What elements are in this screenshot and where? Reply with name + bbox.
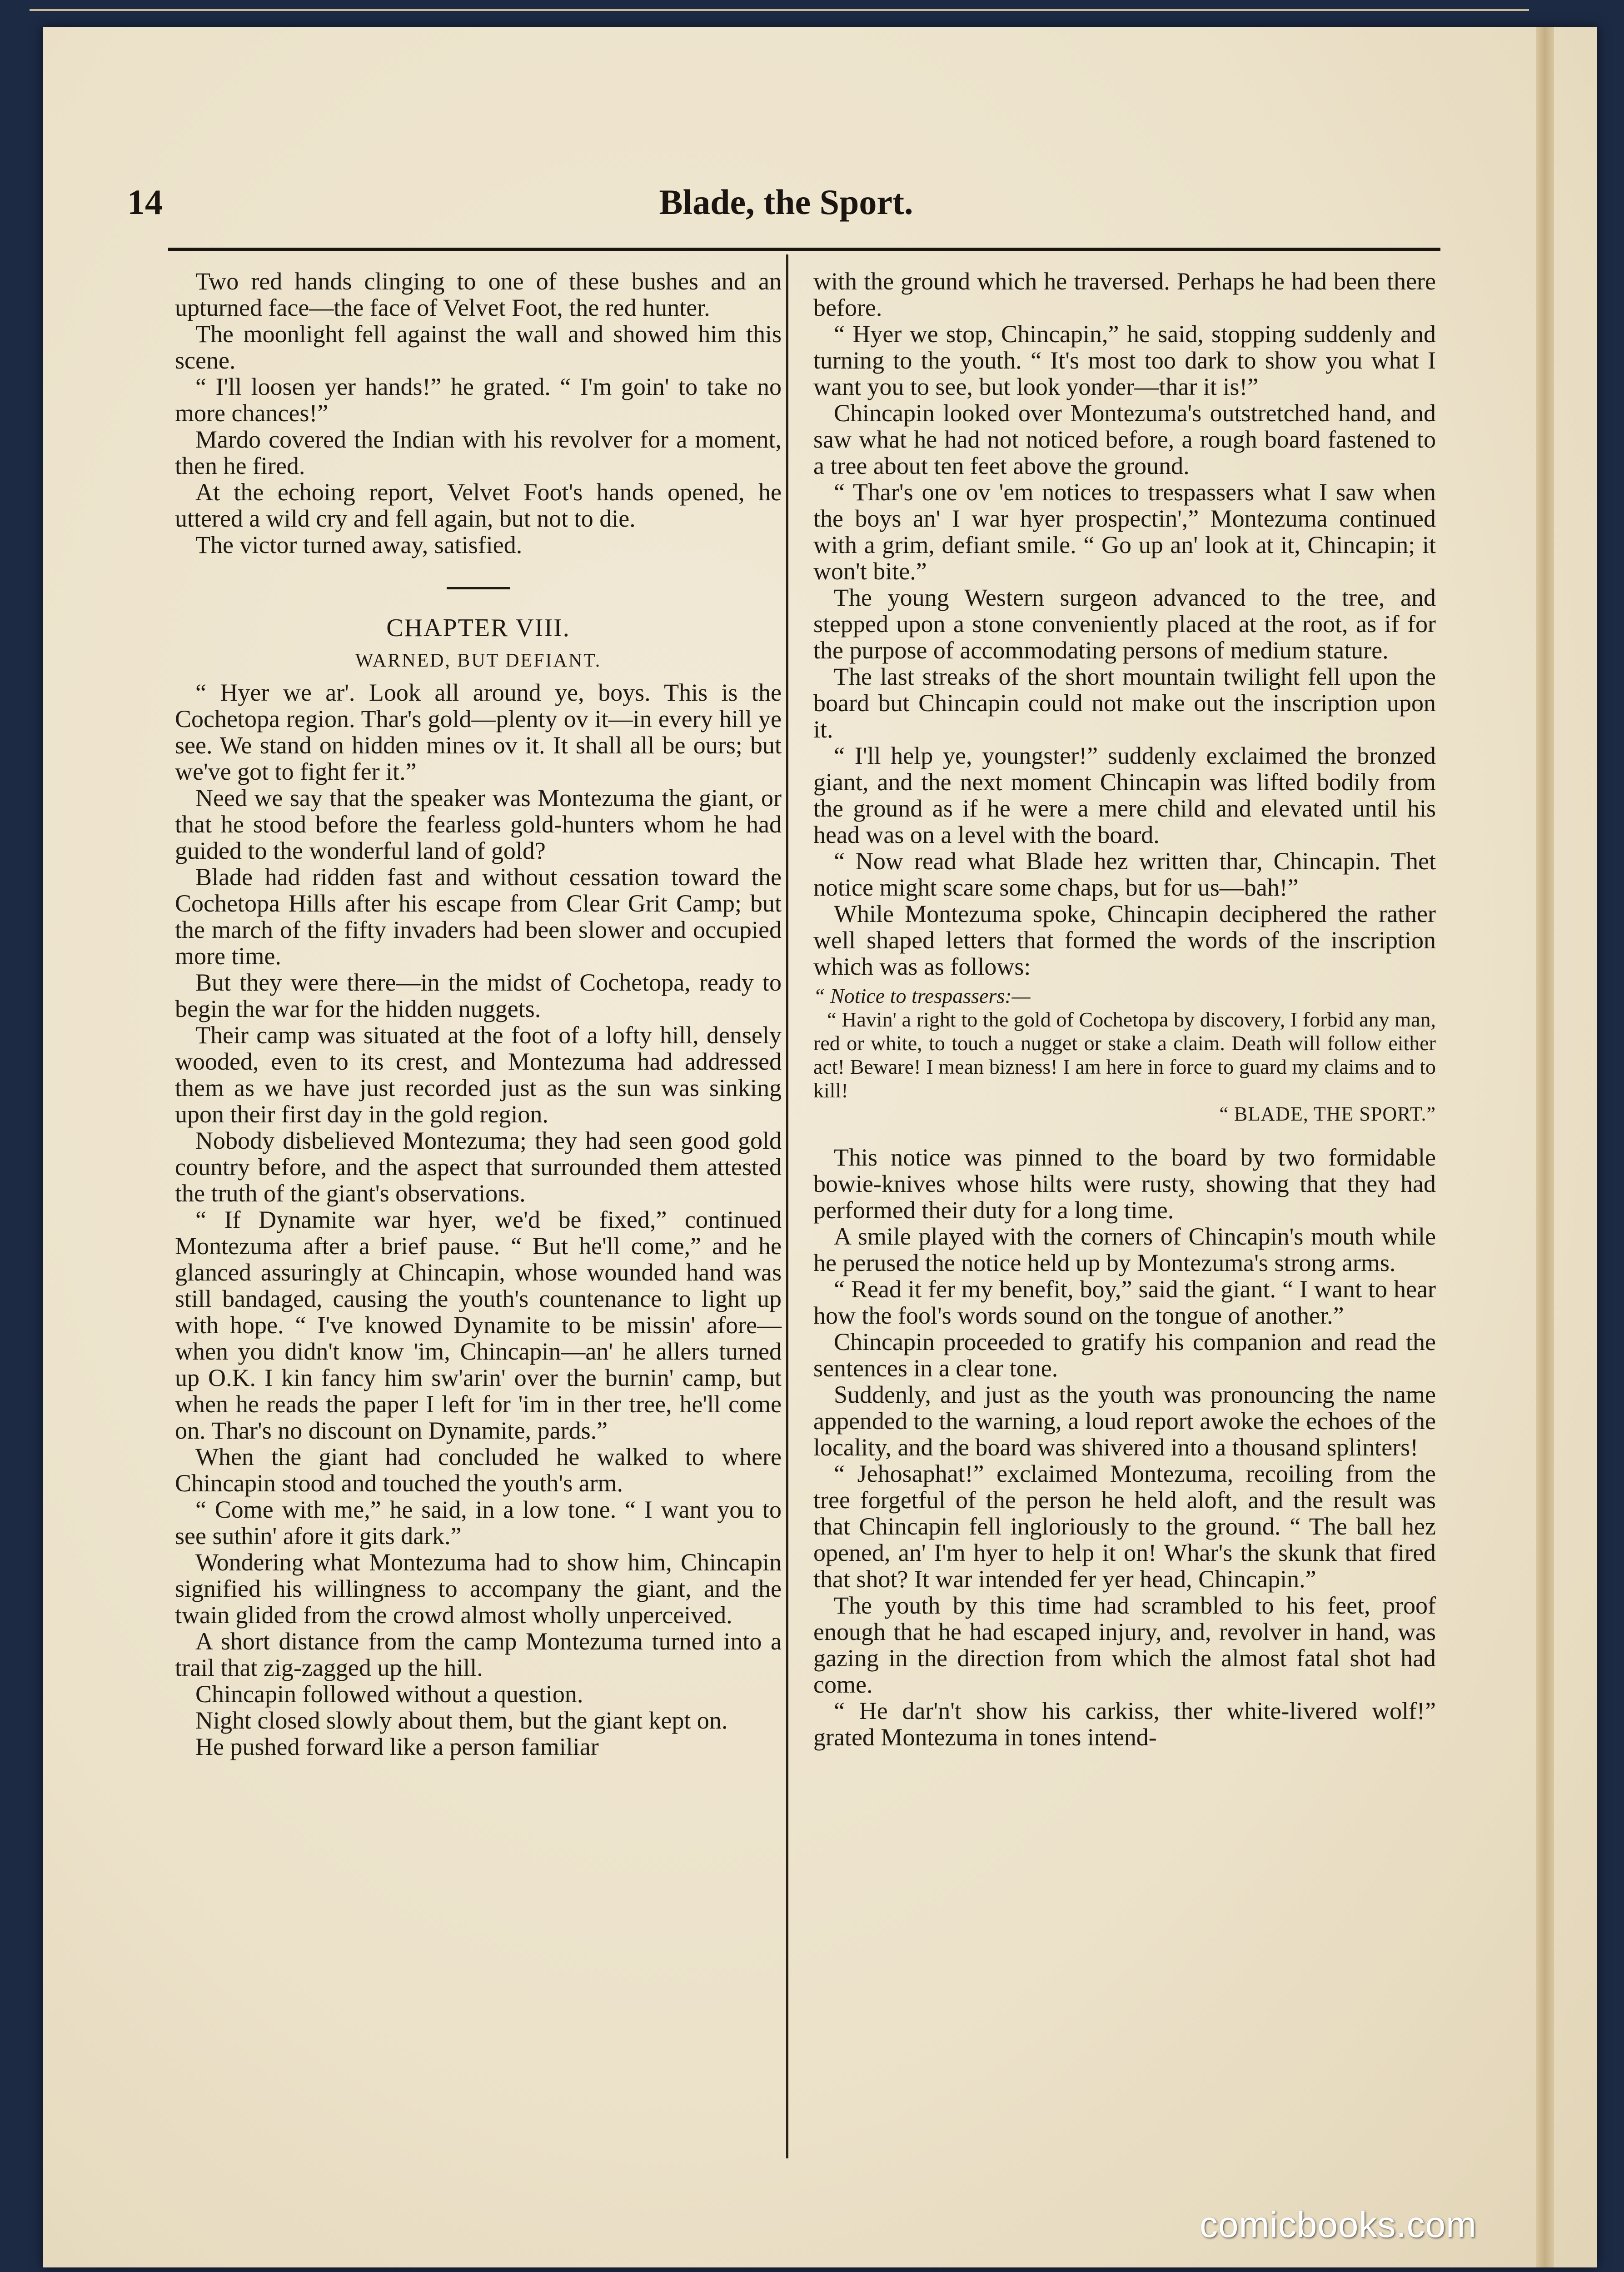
section-separator: [447, 587, 510, 589]
paragraph: “ Read it fer my benefit, boy,” said the giant. “ I want to hear how the fool's words sound on the tongue of another.”: [813, 1276, 1436, 1329]
chapter-subtitle: WARNED, BUT DEFIANT.: [355, 650, 602, 671]
paragraph: This notice was pinned to the board by two formidable bowie-knives whose hilts were rusty, showing that they had performed their duty for a long time.: [813, 1144, 1436, 1224]
paragraph: Need we say that the speaker was Montezuma the giant, or that he stood before the fearless gold-hunters whom he had guided to the wonderful land of gold?: [175, 784, 782, 864]
paragraph: When the giant had concluded he walked to where Chincapin stood and touched the youth's arm.: [175, 1443, 782, 1497]
paragraph: Their camp was situated at the foot of a lofty hill, densely wooded, even to its crest, and Montezuma had addressed them as we have just recorded just as the sun was sinking upon their first day in the gold region.: [175, 1021, 782, 1128]
paragraph: “ Thar's one ov 'em notices to trespassers what I saw when the boys an' I war hyer prospectin',” Montezuma continued with a grim, defiant smile. “ Go up an' look at it, Chincapin; it won't bite.”: [813, 478, 1436, 585]
paragraph: Wondering what Montezuma had to show him, Chincapin signified his willingness to accompany the giant, and the twain glided from the crowd almost wholly unperceived.: [175, 1549, 782, 1629]
paragraph: Chincapin looked over Montezuma's outstretched hand, and saw what he had not noticed before, a rough board fastened to a tree about ten feet above the ground.: [813, 399, 1436, 479]
running-title: Blade, the Sport.: [659, 182, 913, 222]
paragraph: The youth by this time had scrambled to his feet, proof enough that he had escaped injury, and, revolver in hand, was gazing in the direction from which the almost fatal shot had come.: [813, 1592, 1436, 1698]
paragraph: “ Now read what Blade hez written thar, Chincapin. Thet notice might scare some chaps, but for us—bah!”: [813, 847, 1436, 901]
paragraph: “ Come with me,” he said, in a low tone. “ I want you to see suthin' afore it gits dark.”: [175, 1496, 782, 1550]
paragraph: Nobody disbelieved Montezuma; they had seen good gold country before, and the aspect that surrounded them attested the truth of the giant's observations.: [175, 1127, 782, 1207]
paragraph: Chincapin proceeded to gratify his companion and read the sentences in a clear tone.: [813, 1328, 1436, 1382]
paragraph: “ Hyer we ar'. Look all around ye, boys. This is the Cochetopa region. Thar's gold—plenty ov it—in every hill ye see. We stand on hidden mines ov it. It shall all be ours; but we've got to fight fer it.”: [175, 679, 782, 785]
paragraph: A short distance from the camp Montezuma turned into a trail that zig-zagged up the hill.: [175, 1628, 782, 1681]
notice-signature: “ BLADE, THE SPORT.”: [1219, 1103, 1436, 1125]
paragraph: But they were there—in the midst of Cochetopa, ready to begin the war for the hidden nuggets.: [175, 969, 782, 1022]
top-edge: [30, 9, 1529, 11]
paragraph: “ I'll help ye, youngster!” suddenly exclaimed the bronzed giant, and the next moment Chincapin was lifted bodily from the ground as if he were a mere child and elevated until his head was on a level with the board.: [813, 742, 1436, 848]
notice-body: “ Havin' a right to the gold of Cochetopa by discovery, I forbid any man, red or white, to touch a nugget or stake a claim. Death will follow either act! Beware! I mean bizness! I am here in force to guard my claims and to kill!: [813, 1008, 1436, 1102]
paragraph: A smile played with the corners of Chincapin's mouth while he perused the notice held up by Montezuma's strong arms.: [813, 1223, 1436, 1276]
paragraph: The moonlight fell against the wall and showed him this scene.: [175, 320, 782, 374]
paragraph: “ Jehosaphat!” exclaimed Montezuma, recoiling from the tree forgetful of the person he held aloft, and the result was that Chincapin fell ingloriously to the ground. “ The ball hez opened, an' I'm hyer to help it on! Whar's the skunk that fired that shot? It war intended fer yer head, Chincapin.”: [813, 1460, 1436, 1593]
paragraph: “ I'll loosen yer hands!” he grated. “ I'm goin' to take no more chances!”: [175, 373, 782, 427]
paragraph: He pushed forward like a person familiar: [195, 1733, 599, 1760]
paragraph: Two red hands clinging to one of these bushes and an upturned face—the face of Velvet Foot, the red hunter.: [175, 268, 782, 321]
paragraph: At the echoing report, Velvet Foot's hands opened, he uttered a wild cry and fell again, but not to die.: [175, 478, 782, 532]
watermark: comicbooks.com: [1200, 2204, 1477, 2245]
column-divider: [786, 254, 788, 2158]
notice-quote: [813, 984, 1436, 1126]
left-column: [175, 268, 782, 1760]
paragraph: with the ground which he traversed. Perhaps he had been there before.: [813, 268, 1436, 321]
notice-heading: “ Notice to trespassers:—: [813, 984, 1031, 1007]
paragraph: Night closed slowly about them, but the giant kept on.: [195, 1707, 728, 1734]
right-column: [813, 268, 1436, 1750]
paragraph: “ Hyer we stop, Chincapin,” he said, stopping suddenly and turning to the youth. “ It's most too dark to show you what I want you to see, but look yonder—thar it is!”: [813, 320, 1436, 400]
paragraph: “ He dar'n't show his carkiss, ther white-livered wolf!” grated Montezuma in tones intend-: [813, 1697, 1436, 1751]
page-spine: [1536, 27, 1554, 2267]
paragraph: The young Western surgeon advanced to the tree, and stepped upon a stone conveniently placed at the root, as if for the purpose of accommodating persons of medium stature.: [813, 584, 1436, 664]
chapter-title: CHAPTER VIII.: [386, 614, 570, 642]
paragraph: While Montezuma spoke, Chincapin deciphered the rather well shaped letters that formed the words of the inscription which was as follows:: [813, 900, 1436, 980]
paragraph: Suddenly, and just as the youth was pronouncing the name appended to the warning, a loud report awoke the echoes of the locality, and the board was shivered into a thousand splinters!: [813, 1381, 1436, 1461]
paragraph: “ If Dynamite war hyer, we'd be fixed,” continued Montezuma after a brief pause. “ But he'll come,” and he glanced assuringly at Chincapin, whose wounded hand was still bandaged, causing the youth's countenance to light up with hope. “ I've knowed Dynamite to be missin' afore—when you didn't know 'im, Chincapin—an' he allers turned up O.K. I kin fancy him sw'arin' over the burnin' camp, but when he reads the paper I left for 'im in ther tree, he'll come on. Thar's no discount on Dynamite, pards.”: [175, 1206, 782, 1444]
paragraph: The victor turned away, satisfied.: [195, 531, 523, 558]
paragraph: Mardo covered the Indian with his revolver for a moment, then he fired.: [175, 426, 782, 479]
header-rule: [168, 248, 1440, 251]
paragraph: Chincapin followed without a question.: [195, 1680, 583, 1708]
page-header: [127, 182, 1445, 236]
paragraph: Blade had ridden fast and without cessation toward the Cochetopa Hills after his escape from Clear Grit Camp; but the march of the fifty invaders had been slower and occupied more time.: [175, 863, 782, 970]
page-number: 14: [127, 182, 163, 222]
paragraph: The last streaks of the short mountain twilight fell upon the board but Chincapin could not make out the inscription upon it.: [813, 663, 1436, 743]
